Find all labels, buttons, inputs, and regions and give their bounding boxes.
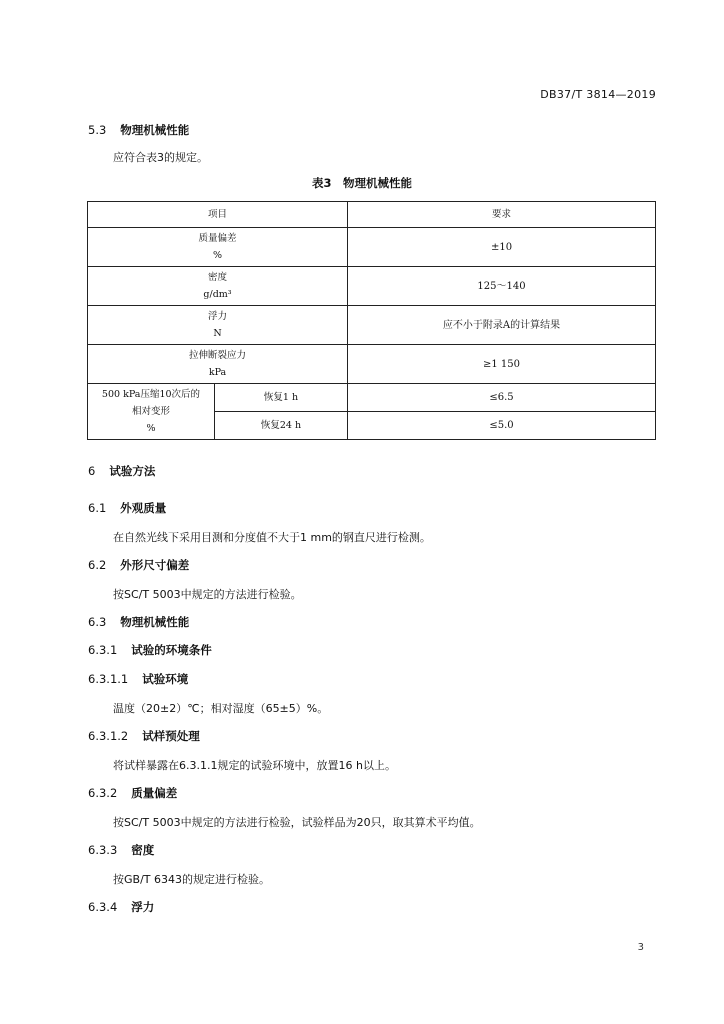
section-title: 试验的环境条件 (131, 643, 212, 657)
section-body-6-1: 在自然光线下采用目测和分度值不大于1 mm的钢直尺进行检测。 (113, 531, 431, 544)
item-cell (88, 267, 348, 306)
compression-item-cell (88, 384, 215, 440)
document-code: DB37/T 3814—2019 (540, 88, 656, 101)
section-heading-6-3-3 (88, 842, 154, 858)
section-title: 试验环境 (142, 672, 189, 686)
properties-table (87, 201, 656, 440)
requirement-cell: 125～140 (348, 267, 656, 306)
item-name: 质量偏差 (198, 233, 237, 244)
section-body-6-3-2: 按SC/T 5003中规定的方法进行检验，试验样品为20只，取其算术平均值。 (113, 816, 481, 829)
section-heading-6-1 (88, 500, 166, 516)
requirement-cell: 应不小于附录A的计算结果 (348, 306, 656, 345)
section-title: 外形尺寸偏差 (120, 558, 190, 572)
compression-label-unit: % (146, 423, 156, 434)
section-number: 6 (88, 464, 96, 478)
compression-label-line2: 相对变形 (131, 406, 170, 417)
item-cell (88, 228, 348, 267)
section-title: 物理机械性能 (120, 615, 190, 629)
table-row (88, 228, 656, 267)
sub-item-cell: 恢复24 h (215, 412, 348, 440)
page-number: 3 (637, 942, 644, 953)
header-requirement-cell: 要求 (348, 202, 656, 228)
table-row (88, 306, 656, 345)
section-body-6-3-1-2: 将试样暴露在6.3.1.1规定的试验环境中，放置16 h以上。 (113, 759, 396, 772)
item-name: 密度 (208, 272, 228, 283)
section-body-6-2: 按SC/T 5003中规定的方法进行检验。 (113, 588, 302, 601)
compression-label-line1: 500 kPa压缩10次后的 (101, 389, 201, 400)
item-unit: % (212, 250, 223, 261)
section-body-6-3-1-1: 温度（20±2）℃；相对湿度（65±5）%。 (113, 702, 329, 715)
section-title: 浮力 (131, 900, 155, 914)
section-title: 质量偏差 (131, 786, 178, 800)
sub-item-cell: 恢复1 h (215, 384, 348, 412)
section-number: 6.3 (88, 615, 107, 629)
item-unit: kPa (208, 367, 227, 378)
item-unit: g/dm³ (203, 289, 232, 300)
section-heading-5-3 (88, 122, 189, 138)
table-row (88, 267, 656, 306)
item-cell (88, 345, 348, 384)
section-title: 试样预处理 (142, 729, 200, 743)
item-name: 浮力 (208, 311, 228, 322)
section-title: 试验方法 (109, 464, 156, 478)
section-number: 6.3.3 (88, 843, 118, 857)
header-item-cell: 项目 (88, 202, 348, 228)
section-heading-6 (88, 463, 155, 479)
section-heading-6-3-4 (88, 899, 154, 915)
requirement-cell: ±10 (348, 228, 656, 267)
table-row (88, 384, 656, 412)
section-number: 6.3.2 (88, 786, 118, 800)
section-number: 5.3 (88, 123, 107, 137)
item-unit: N (213, 328, 222, 339)
table-row (88, 345, 656, 384)
requirement-cell: ≤6.5 (348, 384, 656, 412)
section-heading-6-2 (88, 557, 189, 573)
section-title: 密度 (131, 843, 155, 857)
section-number: 6.3.4 (88, 900, 118, 914)
section-number: 6.2 (88, 558, 107, 572)
item-cell (88, 306, 348, 345)
section-heading-6-3-1-1 (88, 671, 188, 687)
section-heading-6-3 (88, 614, 189, 630)
section-title: 外观质量 (120, 501, 167, 515)
requirement-cell: ≥1 150 (348, 345, 656, 384)
section-body-6-3-3: 按GB/T 6343的规定进行检验。 (113, 873, 270, 886)
section-number: 6.3.1 (88, 643, 118, 657)
section-number: 6.3.1.2 (88, 729, 129, 743)
section-title: 物理机械性能 (120, 123, 190, 137)
section-body-5-3: 应符合表3的规定。 (113, 151, 208, 164)
section-heading-6-3-1-2 (88, 728, 200, 744)
table-title: 表3 物理机械性能 (311, 176, 412, 190)
table-header-row (88, 202, 656, 228)
item-name: 拉伸断裂应力 (189, 350, 247, 361)
section-heading-6-3-2 (88, 785, 177, 801)
requirement-cell: ≤5.0 (348, 412, 656, 440)
section-heading-6-3-1 (88, 642, 212, 658)
section-number: 6.3.1.1 (88, 672, 129, 686)
section-number: 6.1 (88, 501, 107, 515)
